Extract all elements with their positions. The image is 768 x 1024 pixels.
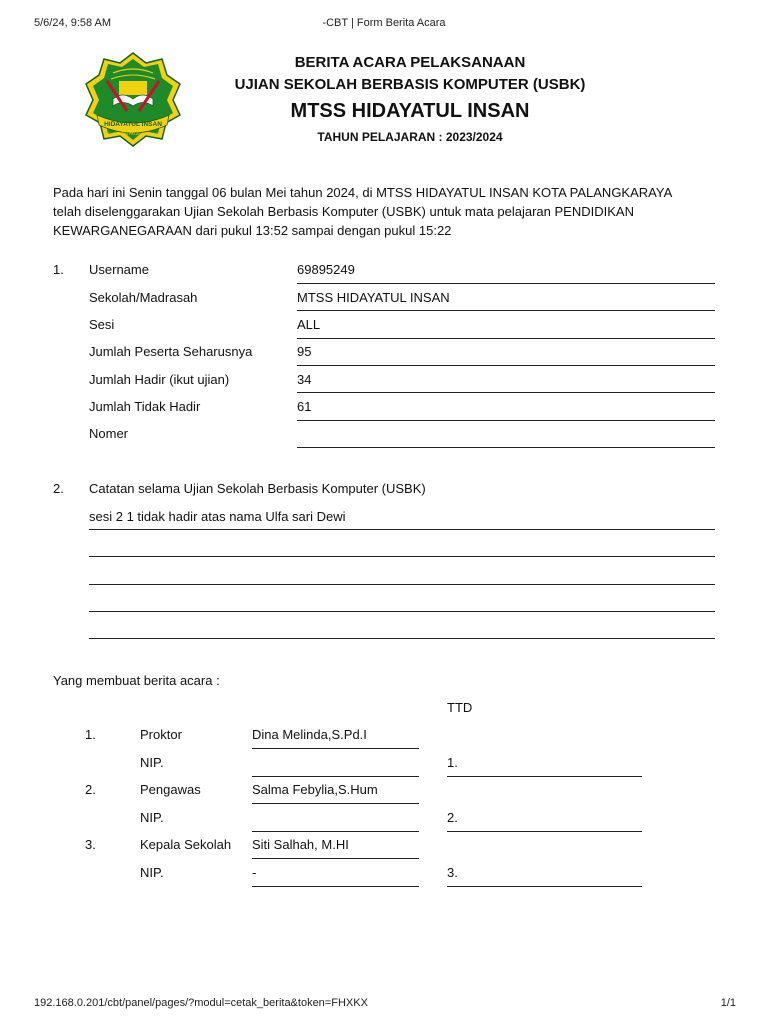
signer-number: 1. [85, 727, 96, 742]
nip-line [252, 776, 419, 777]
intro-line: telah diselenggarakan Ujian Sekolah Berbasis Komputer (USBK) untuk mata pelajaran PENDIDIKAN [53, 204, 634, 219]
signer-name-line [252, 803, 419, 804]
note-line [89, 584, 715, 585]
signature-line [447, 776, 642, 777]
section2-number: 2. [53, 481, 64, 496]
field-underline [297, 283, 715, 284]
signer-name-line [252, 858, 419, 859]
note-line [89, 556, 715, 557]
nip-label: NIP. [140, 810, 164, 825]
intro-line: KEWARGANEGARAAN dari pukul 13:52 sampai dengan pukul 15:22 [53, 223, 452, 238]
field-value: 69895249 [297, 262, 355, 277]
field-label: Jumlah Tidak Hadir [89, 399, 201, 414]
field-value: 95 [297, 344, 312, 359]
field-value: 61 [297, 399, 312, 414]
signature-number: 2. [447, 810, 458, 825]
heading-school: MTSS HIDAYATUL INSAN [290, 100, 530, 122]
note-text: sesi 2 1 tidak hadir atas nama Ulfa sari Dewi [89, 509, 346, 524]
signers-intro: Yang membuat berita acara : [53, 673, 220, 688]
field-underline [297, 338, 715, 339]
field-label: Jumlah Hadir (ikut ujian) [89, 372, 230, 387]
field-label: Nomer [89, 426, 129, 441]
nip-line [252, 886, 419, 887]
signer-number: 2. [85, 782, 96, 797]
heading-line1: BERITA ACARA PELAKSANAAN [294, 54, 526, 71]
note-line [89, 529, 715, 530]
svg-text:HIDAYATUL INSAN: HIDAYATUL INSAN [104, 121, 162, 128]
field-underline [297, 392, 715, 393]
signature-line [447, 831, 642, 832]
heading-year: TAHUN PELAJARAN : 2023/2024 [317, 130, 503, 144]
field-label: Username [89, 262, 149, 277]
field-label: Jumlah Peserta Seharusnya [89, 344, 253, 359]
print-datetime: 5/6/24, 9:58 AM [34, 17, 112, 29]
print-url: 192.168.0.201/cbt/panel/pages/?modul=cetak_berita&token=FHXKX [34, 997, 368, 1009]
signature-number: 1. [447, 755, 458, 770]
field-underline [297, 310, 715, 311]
school-logo [83, 51, 183, 147]
signature-line [447, 886, 642, 887]
section1-number: 1. [53, 262, 64, 277]
signer-name-line [252, 748, 419, 749]
field-underline [297, 447, 715, 448]
signer-role: Pengawas [140, 782, 201, 797]
nip-label: NIP. [140, 865, 164, 880]
section2-label: Catatan selama Ujian Sekolah Berbasis Komputer (USBK) [89, 481, 426, 496]
signer-name: Salma Febylia,S.Hum [252, 782, 378, 797]
field-value: ALL [297, 317, 321, 332]
print-page-title: -CBT | Form Berita Acara [322, 17, 446, 29]
ttd-label: TTD [447, 700, 473, 715]
field-value: MTSS HIDAYATUL INSAN [297, 290, 450, 305]
heading-line2: UJIAN SEKOLAH BERBASIS KOMPUTER (USBK) [234, 76, 586, 93]
print-page-number: 1/1 [720, 997, 736, 1009]
field-label: Sekolah/Madrasah [89, 290, 198, 305]
field-underline [297, 420, 715, 421]
signer-name: Siti Salhah, M.HI [252, 837, 349, 852]
nip-label: NIP. [140, 755, 164, 770]
signature-number: 3. [447, 865, 458, 880]
intro-paragraph [53, 183, 733, 240]
svg-text:AL-BUSTAN PALANGKARAYA: AL-BUSTAN PALANGKARAYA [106, 132, 160, 136]
field-value: 34 [297, 372, 312, 387]
signer-role: Kepala Sekolah [140, 837, 232, 852]
field-underline [297, 365, 715, 366]
note-line [89, 638, 715, 639]
nip-value: - [252, 865, 257, 880]
signer-number: 3. [85, 837, 96, 852]
signer-role: Proktor [140, 727, 182, 742]
field-label: Sesi [89, 317, 115, 332]
nip-line [252, 831, 419, 832]
intro-line: Pada hari ini Senin tanggal 06 bulan Mei tahun 2024, di MTSS HIDAYATUL INSAN KOTA PALANGKARAYA [53, 185, 673, 200]
note-line [89, 611, 715, 612]
signer-name: Dina Melinda,S.Pd.I [252, 727, 367, 742]
